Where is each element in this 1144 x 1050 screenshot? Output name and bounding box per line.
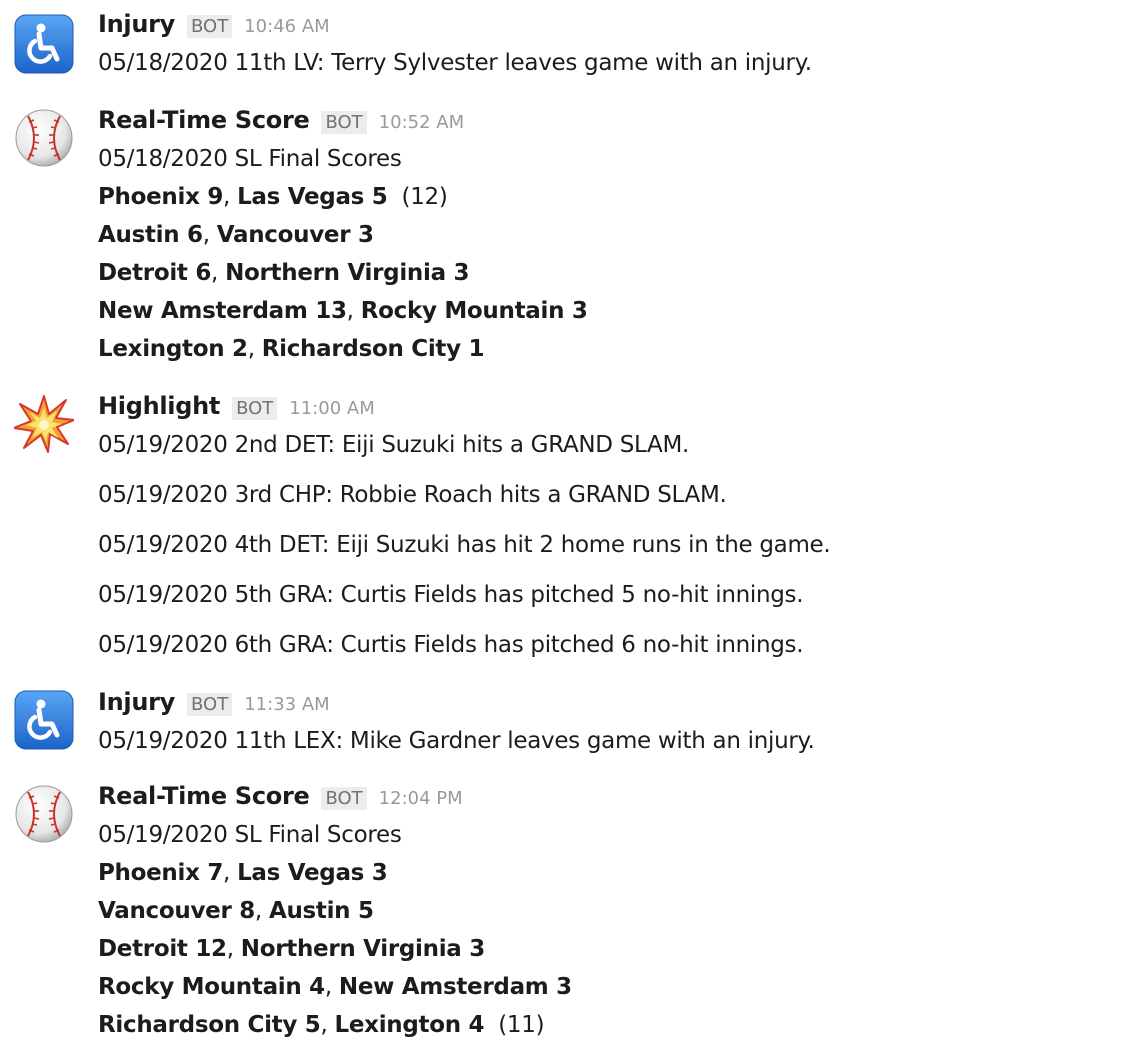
timestamp[interactable]: 11:00 AM xyxy=(289,398,375,419)
score-line: Phoenix 9, Las Vegas 5 (12) xyxy=(98,184,448,210)
timestamp[interactable]: 10:46 AM xyxy=(244,16,330,37)
sender-name[interactable]: Highlight xyxy=(98,392,221,420)
message-text: 05/19/2020 3rd CHP: Robbie Roach hits a GRAND SLAM. xyxy=(98,482,727,508)
bot-badge: BOT xyxy=(187,693,232,716)
score-line: New Amsterdam 13, Rocky Mountain 3 xyxy=(98,298,588,324)
score-line: Rocky Mountain 4, New Amsterdam 3 xyxy=(98,974,572,1000)
sender-name[interactable]: Injury xyxy=(98,10,176,38)
baseball-icon[interactable] xyxy=(14,108,74,168)
message-text: 05/19/2020 5th GRA: Curtis Fields has pitched 5 no-hit innings. xyxy=(98,582,804,608)
score-line: Detroit 12, Northern Virginia 3 xyxy=(98,936,485,962)
score-line: Phoenix 7, Las Vegas 3 xyxy=(98,860,388,886)
sender-name[interactable]: Real-Time Score xyxy=(98,782,310,810)
sender-name[interactable]: Real-Time Score xyxy=(98,106,310,134)
message-text: 05/19/2020 SL Final Scores xyxy=(98,822,402,848)
timestamp[interactable]: 11:33 AM xyxy=(244,694,330,715)
bot-badge: BOT xyxy=(321,111,366,134)
bot-badge: BOT xyxy=(232,397,277,420)
message-text: 05/19/2020 4th DET: Eiji Suzuki has hit 2 home runs in the game. xyxy=(98,532,831,558)
message-text: 05/18/2020 11th LV: Terry Sylvester leaves game with an injury. xyxy=(98,50,812,76)
score-line: Detroit 6, Northern Virginia 3 xyxy=(98,260,470,286)
message-text: 05/19/2020 6th GRA: Curtis Fields has pitched 6 no-hit innings. xyxy=(98,632,804,658)
baseball-icon[interactable] xyxy=(14,784,74,844)
message-text: 05/19/2020 2nd DET: Eiji Suzuki hits a GRAND SLAM. xyxy=(98,432,690,458)
message-text: 05/19/2020 11th LEX: Mike Gardner leaves game with an injury. xyxy=(98,728,815,754)
score-line: Lexington 2, Richardson City 1 xyxy=(98,336,485,362)
bot-badge: BOT xyxy=(187,15,232,38)
timestamp[interactable]: 10:52 AM xyxy=(378,112,465,133)
score-line: Austin 6, Vancouver 3 xyxy=(98,222,374,248)
sender-name[interactable]: Injury xyxy=(98,688,176,716)
score-line: Richardson City 5, Lexington 4 (11) xyxy=(98,1012,545,1038)
score-line: Vancouver 8, Austin 5 xyxy=(98,898,374,924)
wheelchair-icon[interactable] xyxy=(14,690,74,750)
timestamp[interactable]: 12:04 PM xyxy=(378,788,463,809)
bot-badge: BOT xyxy=(321,787,366,810)
message-text: 05/18/2020 SL Final Scores xyxy=(98,146,402,172)
wheelchair-icon[interactable] xyxy=(14,14,74,74)
collision-icon[interactable] xyxy=(14,394,74,454)
